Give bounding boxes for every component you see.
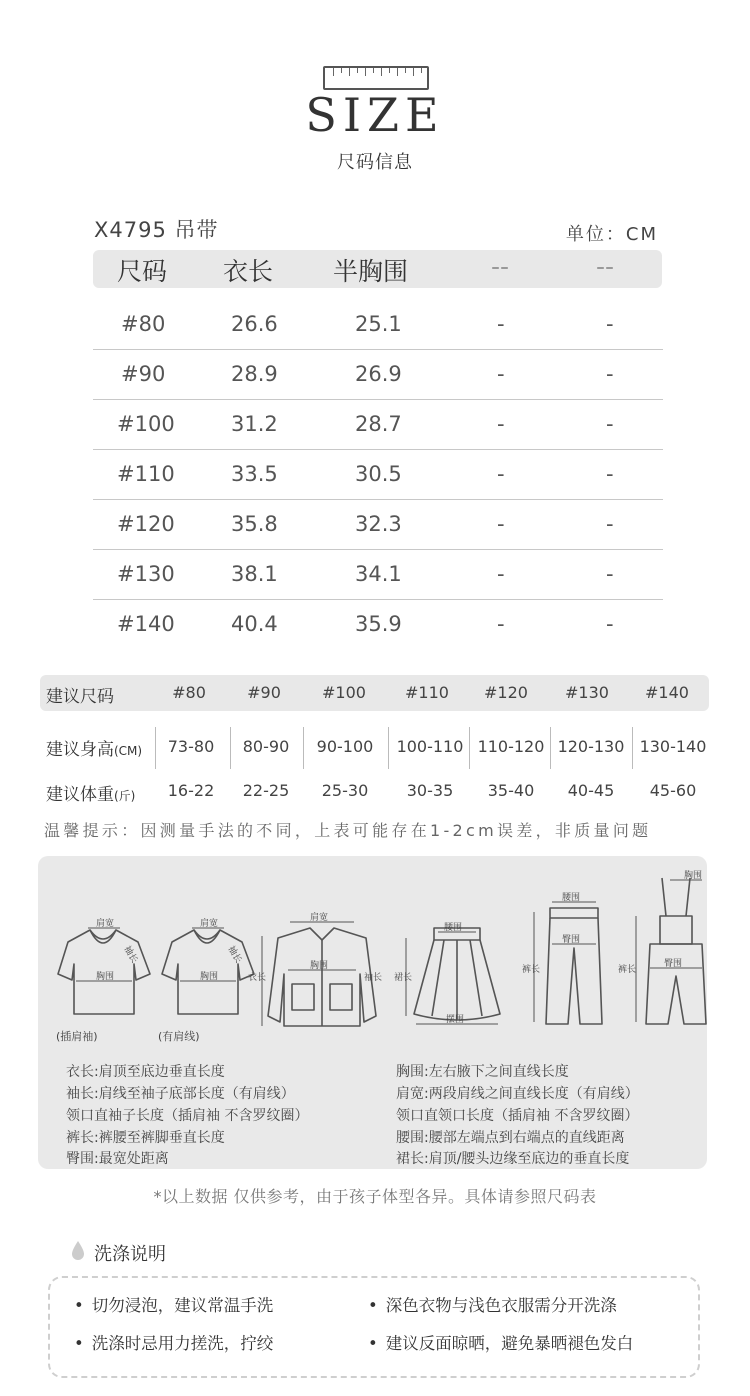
height-label: 建议身高	[46, 740, 114, 760]
size-table-header	[93, 250, 662, 288]
table-row	[93, 600, 663, 650]
label-set-in: (有肩线)	[158, 1030, 200, 1043]
table-row	[93, 350, 663, 400]
label-waist: 腰围	[562, 893, 581, 903]
pants-icon	[550, 908, 598, 918]
table-cell: -	[497, 562, 505, 586]
table-cell: #90	[121, 362, 166, 386]
table-cell: 28.7	[355, 412, 402, 436]
definition: 腰围:腰部左端点到右端点的直线距离	[396, 1130, 625, 1146]
table-cell: 38.1	[231, 562, 278, 586]
label-raglan: (插肩袖)	[56, 1030, 98, 1043]
wash-title-text: 洗涤说明	[94, 1244, 166, 1265]
table-cell: 16-22	[167, 781, 215, 800]
height-unit: (CM)	[114, 744, 143, 758]
recommend-size: #90	[247, 683, 281, 702]
table-cell: 25-30	[321, 781, 369, 800]
recommend-head-label: 建议尺码	[46, 687, 114, 707]
table-cell: 25.1	[355, 312, 402, 336]
ruler-icon	[323, 66, 429, 90]
label-shoulder: 肩宽	[200, 919, 219, 929]
table-cell: #130	[117, 562, 175, 586]
page-title: SIZE	[305, 88, 445, 142]
table-cell: -	[606, 512, 614, 536]
table-cell: 30.5	[355, 462, 402, 486]
table-cell: -	[497, 512, 505, 536]
table-cell: 130-140	[639, 737, 707, 756]
label-chest: 胸围	[200, 972, 219, 982]
table-cell: 33.5	[231, 462, 278, 486]
table-cell: -	[606, 362, 614, 386]
table-cell: -	[497, 312, 505, 336]
table-cell: -	[497, 462, 505, 486]
label-chest: 胸围	[310, 961, 329, 971]
tip-text: 温馨提示：因测量手法的不同，上表可能存在1-2cm误差，非质量问题	[44, 821, 652, 840]
header-cell: --	[596, 252, 615, 281]
label-skirt-length: 裙长	[394, 973, 413, 983]
recommend-size: #100	[322, 683, 366, 702]
table-cell: 45-60	[649, 781, 697, 800]
weight-unit: (斤)	[114, 789, 136, 803]
table-cell: -	[606, 462, 614, 486]
weight-label: 建议体重	[46, 785, 114, 805]
recommend-size: #130	[565, 683, 609, 702]
label-chest: 胸围	[96, 972, 115, 982]
label-pants-length: 裤长	[522, 965, 541, 975]
label-waist: 腰围	[444, 923, 463, 933]
table-cell: #100	[117, 412, 175, 436]
recommend-size: #110	[405, 683, 449, 702]
definition: 袖长:肩线至袖子底部长度（有肩线）	[66, 1086, 295, 1102]
definition: 裙长:肩顶/腰头边缘至底边的垂直长度	[396, 1151, 630, 1167]
table-row	[93, 300, 663, 350]
table-cell: 110-120	[477, 737, 545, 756]
label-shoulder: 肩宽	[96, 919, 115, 929]
definition: 臀围:最宽处距离	[66, 1151, 169, 1167]
table-cell: 80-90	[242, 737, 290, 756]
table-cell: 26.9	[355, 362, 402, 386]
definition: 裤长:裤腰至裤脚垂直长度	[66, 1130, 225, 1146]
header-cell: 衣长	[223, 257, 274, 286]
table-cell: -	[606, 612, 614, 636]
label-length: 衣长	[248, 973, 267, 983]
table-cell: #120	[117, 512, 175, 536]
table-cell: 40-45	[567, 781, 615, 800]
label-shoulder: 肩宽	[310, 913, 329, 923]
list-item: • 切勿浸泡，建议常温手洗	[74, 1292, 273, 1316]
label-pants-length: 裤长	[618, 965, 637, 975]
table-cell: #80	[121, 312, 166, 336]
table-cell: 100-110	[396, 737, 464, 756]
table-cell: 31.2	[231, 412, 278, 436]
definition: 衣长:肩顶至底边垂直长度	[66, 1064, 225, 1080]
definition: 肩宽:两段肩线之间直线长度（有肩线）	[396, 1086, 639, 1102]
definition: 领口直领口长度（插肩袖 不含罗纹圈）	[396, 1108, 639, 1124]
table-cell: 90-100	[316, 737, 374, 756]
table-cell: 26.6	[231, 312, 278, 336]
page-subtitle: 尺码信息	[337, 152, 413, 173]
table-row	[93, 400, 663, 450]
table-cell: #140	[117, 612, 175, 636]
table-row	[93, 450, 663, 500]
table-cell: -	[606, 312, 614, 336]
table-cell: 32.3	[355, 512, 402, 536]
wash-instructions	[48, 1276, 700, 1378]
table-cell: 34.1	[355, 562, 402, 586]
table-cell: 35-40	[487, 781, 535, 800]
table-cell: 35.8	[231, 512, 278, 536]
table-cell: -	[606, 562, 614, 586]
overalls-icon	[662, 878, 690, 916]
product-code: X4795 吊带	[94, 218, 219, 242]
definition: 胸围:左右腋下之间直线长度	[396, 1064, 569, 1080]
table-cell: -	[497, 412, 505, 436]
table-cell: 120-130	[557, 737, 625, 756]
table-row	[93, 550, 663, 600]
definition: 领口直袖子长度（插肩袖 不含罗纹圈）	[66, 1108, 309, 1124]
table-cell: -	[497, 362, 505, 386]
wash-title	[72, 1240, 166, 1266]
label-hem: 摆围	[446, 1015, 465, 1025]
table-cell: 40.4	[231, 612, 278, 636]
table-cell: 22-25	[242, 781, 290, 800]
recommend-size: #120	[484, 683, 528, 702]
list-item: • 深色衣物与浅色衣服需分开洗涤	[368, 1292, 617, 1316]
reference-note: *以上数据 仅供参考，由于孩子体型各异。具体请参照尺码表	[153, 1187, 597, 1206]
measure-diagram-panel	[38, 856, 707, 1169]
recommend-size: #80	[172, 683, 206, 702]
table-cell: 28.9	[231, 362, 278, 386]
label-chest: 胸围	[684, 871, 703, 881]
table-cell: -	[497, 612, 505, 636]
table-cell: 73-80	[167, 737, 215, 756]
table-cell: -	[606, 412, 614, 436]
list-item: • 洗涤时忌用力搓洗，拧绞	[74, 1330, 273, 1354]
table-cell: 30-35	[406, 781, 454, 800]
table-row	[93, 500, 663, 550]
header-cell: --	[491, 252, 510, 281]
table-cell: 35.9	[355, 612, 402, 636]
header-cell: 半胸围	[333, 257, 409, 286]
label-hip: 臀围	[664, 959, 683, 969]
recommend-header	[40, 675, 709, 711]
table-cell: #110	[117, 462, 175, 486]
unit-label: 单位：CM	[565, 224, 658, 245]
label-sleeve: 袖长	[225, 944, 244, 966]
recommend-size: #140	[645, 683, 689, 702]
label-hip: 臀围	[562, 935, 581, 945]
label-sleeve: 袖长	[121, 944, 140, 966]
list-item: • 建议反面晾晒，避免暴晒褪色发白	[368, 1330, 633, 1354]
label-sleeve: 袖长	[364, 973, 383, 983]
header-cell: 尺码	[117, 257, 168, 286]
